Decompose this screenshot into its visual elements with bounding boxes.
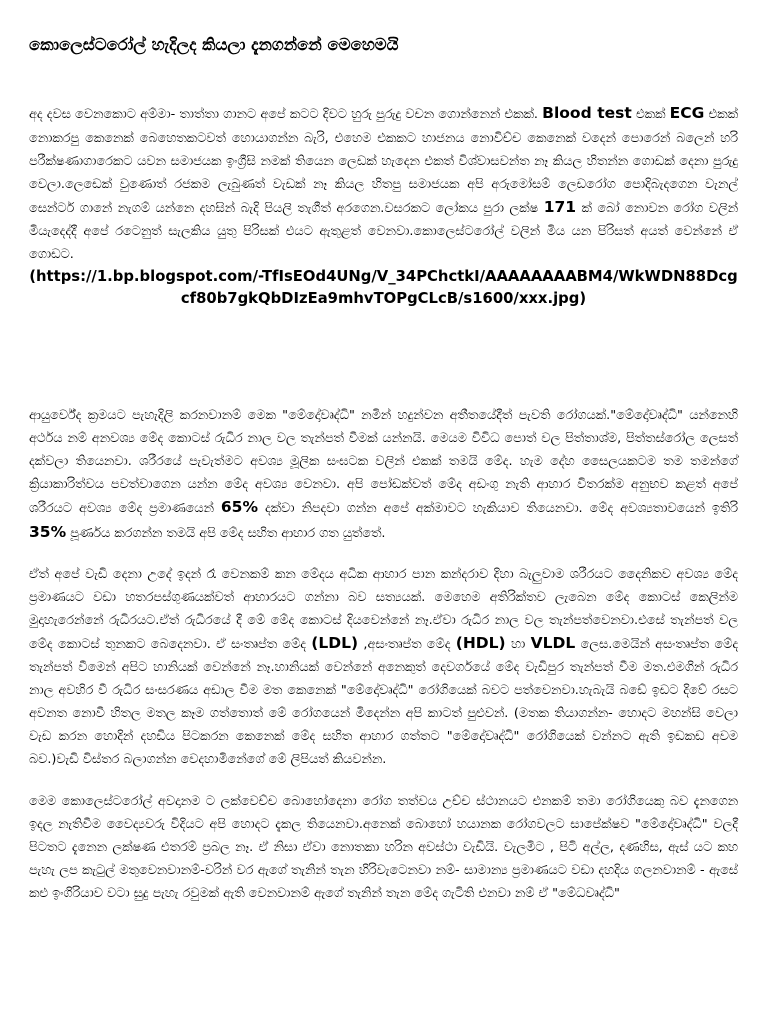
paragraph-text: ආයුර්වේද ක්‍රමයට පැහැදිලි කරනවානම් මෙක "මේදෝවෘද්ධි" නමින් හදුන්වන අතීතයේදීත් පැවති රෝගයක්."මේදෝවෘද්ධි" යන්නෙහි අර්ථය නම් අනවශ්‍ය මේද කොටස් රුධිර නාල වල තැන්පත් වීමක් යන්නයි. මෙයම විවිධ පොත් වල පිත්තාශ්ම, පිත්තස්රෝල ලෙසත් දක්වලා තියෙනවා. ශරීරයේ පැවැත්මට අවශ්‍ය මූලික සංඝටක වලින් එකක් තමයි මේද. හැම දේහ සෛලයකටම තම තමන්ගේ ක්‍රියාකාරිත්වය පවත්වාගෙන යන්න මේද අවශ්‍ය වෙනවා. අපි පෝඩක්වත් මේද අඩංගු නැති ආහාර විතරක්ම අනුභව කළත් අපේ ශරීරයට අවශ්‍ය මේද ප්‍රමාණයෙන් [29,408,738,517]
blood-test-term: Blood test [542,104,632,123]
image-placeholder [29,310,738,404]
vldl-term: VLDL [530,633,576,652]
article-title: කොලෙස්ටරෝල් හැදිලද කියලා දැනගන්නේ මෙහෙමයි [29,35,399,54]
paragraph-text: එකක් නොකරපු කෙනෙක් බෙහෙතකටවත් හොයාගන්න බැරි, එහෙම එකකට හාජනය නොවිච්ච කෙනෙක් වදෙන් පොරෙන් බලෙන් හරි පරීක්ෂණාගාරෙකට යවන සමාජයක ඉංග්‍රීසි නමක් තියෙන ලෙඩක් හැදෙන එකත් විශ්වාසවන්ත නෑ කියල හිතන්න ගොඩක් දෙනා පුරුදු වෙලා.ලෙඩෙක් වුණොත් රජකම ලැබුණත් වැඩක් නෑ කියල හිතපු සමාජයක අපි අරුමෝසම් ලෙඩරෝග පොදිබැදගෙන වැනල් සෙන්ටර් ගානේ නැගම් යන්නෙ දහසින් බැදි පියලි තැගීත් අරගෙන.වසරකට ලෝකය පුරා ලක්ෂ [29,107,738,216]
paragraph-symptoms [29,790,738,905]
percent-figure: 65% [220,498,258,517]
paragraph-text: පූර්ණය කරගන්න තමයි අපි මේද සහිත ආහාර ගත යුත්තේ. [70,525,386,541]
paragraph-text: එකක් [635,107,666,123]
paragraph-intro [29,102,738,266]
paragraph-lipids [29,563,738,772]
paragraph-ayurveda [29,404,738,545]
image-url: (https://1.bp.blogspot.com/-TfIsEOd4UNg/V_34PChctkI/AAAAAAAABM4/WkWDN88Dcgcf80b7gkQbDIzEa9mhvTOPgCLcB/s1600/xxx.jpg) [29,268,738,308]
paragraph-text: ක් බෝ නොවන රෝග වලින් මියැදෙද්දී අපේ රටෙනුත් සැලකිය යුතු පිරිසක් එයට ඇතුළත් වෙනවා.කොලෙස්ටරෝල් වලින් මිය යන පිරිසත් අයත් වෙන්නේ ඒ ගොඩට. [29,200,738,262]
paragraph-text: මෙම කොලෙස්ටරෝල් අවදානම ට ලක්වෙච්ච බොහෝදෙනා රෝග තත්වය උච්ච ස්ථානයට එනකම් තමා රෝගියෙකු බව දැනගෙන ඉදල නැතිවීම වෛද්‍යවරු විදියට අපි හොදට දැකල තියෙනවා.අනෙක් බොහෝ හයානක රෝගවලට සාපේක්ෂව "මේදෝවෘද්ධි" වලදී පිටතට දැනෙන ලක්ෂණ එතරම් ප්‍රබල නෑ. ඒ නිසා ඒවා නොතකා හරින අවස්ථා වැඩියි. වැලමිට , පිටි අල්ල, දණහිස, ඇස් යට කහ පැහැ ලප කැටුල් මතුවෙනවානම්-වරින් වර ඇගේ තැනින් තැන හිරිවැටෙනවා නම්- සාමාන්‍ය ප්‍රමාණයට වඩා දහදිය ගලනවානම් - ඇසේ කළු ඉංගිරියාව වටා සුදු පැහැ රවුමක් ඇති වෙනවානම් ඇගේ තැනින් තැන මේද ගැටිති එනවා නම් ඒ "මේධවෘද්ධි" [29,793,738,901]
percent-figure: 35% [29,522,67,541]
hdl-term: (HDL) [455,633,506,652]
ldl-term: (LDL) [311,633,359,652]
paragraph-text: ඒත් අපේ වැඩි දෙනා උදේ ඉදන් රෑ වෙනකම් කන මේදය අධික ආහාර පාන කන්දරාව දිහා බැලුවාම ශරීරයට දෛනිකව අවශ්‍ය මේද ප්‍රමාණයට වඩා හතරපස්ගුණයක්වත් ආහාරයට ගන්නා බව සත්‍යයක්. මෙහෙම අතිරික්තව ලැබෙන මේද කොටස් කෙලින්ම මුදාහැරෙන්නේ රුධිරයට.ඒත් රුධිරයේ දී මේ මේද කොටස් දියවෙන්නේ නෑ.ඒවා රුධිර නාල වල තැන්පත්වෙනවා.එසේ තැන්පත් වල මේද කොටස් තුනකට බෙදෙනවා. ඒ සංතෘප්ත මේද [29,566,738,652]
paragraph-text: ,අසංතෘප්ත මේද [363,636,451,652]
paragraph-text: හා [510,636,526,652]
paragraph-text: අද දවස වෙනකොට අම්මා- තාත්තා ගානට අපේ කටට දිවට හුරු පුරුදු වචන ගොන්නෙන් එකක්. [29,107,538,123]
count-figure: 171 [543,197,577,216]
paragraph-text: ලෙස.මෙයින් අසංතෘප්ත මේද තැන්පත් වීමෙන් අපිට හානියක් වෙන්නේ නෑ.හානියක් වෙන්නේ අනෙකුත් දෙවර්ගයේ මේද වැඩිපුර තැන්පත් වීම මත.එමගින් රුධිර නාල අවහිර වී රුධිර සංසරණය අඩාල වීම මත කෙනෙක් "මේදෝවෘද්ධි" රෝගියෙක් බවට පත්වෙනවා.හැබැයි බඩේ ඉඩට දිවේ රසට අවනත නොවී හිතල මතල කෑම ගත්තොත් මේ රෝගයෙන් මිදෙන්න අපි කාටත් පුළුවන්. (මතක තියාගන්න- හොදට මහන්සි වෙලා වැඩ කරන හොදින් දහඩිය පිටකරන කෙනෙක් මේද සහිත ආහාර ගත්තට "මේදෝවෘද්ධි" රෝගියෙක් වන්නට ඇති ඉඩකඩ අවම බව.)වැඩි විස්තර බලාගන්න වෙදහාමිනේගේ මේ ලිපියත් කියවන්න. [29,636,739,768]
ecg-term: ECG [669,104,705,123]
paragraph-text: දක්වා නිපදවා ගන්න අපේ අක්මාවට හැකියාව තියෙනවා. මේද අවශ්‍යතාවයෙන් ඉතිරි [264,501,738,517]
